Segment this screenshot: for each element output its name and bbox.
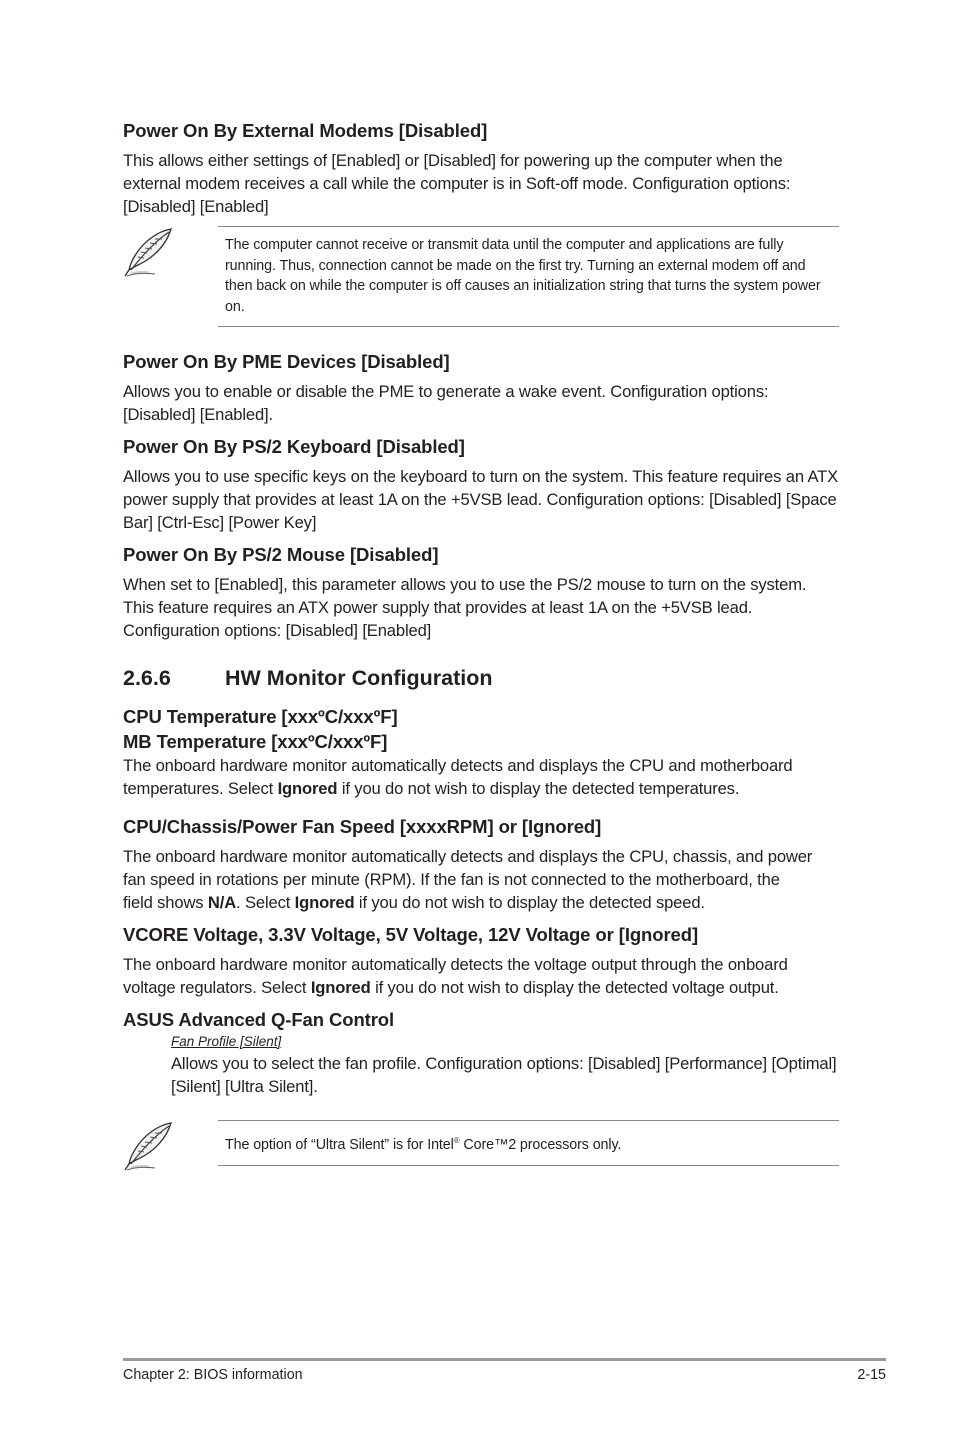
- note-block-2: [123, 1120, 839, 1166]
- temp-body: The onboard hardware monitor automatically detects and displays the CPU and motherboard temperatures. Select Ignored if you do not wish to display the detected temperatures.: [123, 756, 793, 798]
- note-block: [123, 226, 839, 327]
- fan-profile-title: Fan Profile [Silent]: [171, 1034, 282, 1049]
- feather-pen-icon: [123, 226, 218, 327]
- ext-modem-heading: Power On By External Modems [Disabled]: [123, 120, 488, 141]
- note-text: The computer cannot receive or transmit data until the computer and applications are fully running. Thus, connection cannot be made on the first try. Turning an external modem off and then back on while the computer is off causes an initialization string that turns the system power on.: [218, 226, 839, 327]
- page-content: [123, 118, 839, 1188]
- pme-heading: Power On By PME Devices [Disabled]: [123, 351, 450, 372]
- ps2-keyboard-heading: Power On By PS/2 Keyboard [Disabled]: [123, 436, 465, 457]
- fan-profile-body: Allows you to select the fan profile. Configuration options: [Disabled] [Performance] [Optimal] [Silent] [Ultra Silent].: [171, 1054, 837, 1096]
- voltage-body: The onboard hardware monitor automatically detects the voltage output through the onboard voltage regulators. Select Ignored if you do not wish to display the detected voltage output.: [123, 955, 788, 997]
- ps2-mouse-heading: Power On By PS/2 Mouse [Disabled]: [123, 544, 439, 565]
- footer-rule: [123, 1358, 886, 1361]
- ps2-keyboard-body: Allows you to use specific keys on the keyboard to turn on the system. This feature requires an ATX power supply that provides at least 1A on the +5VSB lead. Configuration options: [Disabled] [Space Bar] [Ctrl-Esc] [Power Key]: [123, 467, 839, 532]
- pme-body: Allows you to enable or disable the PME to generate a wake event. Configuration options: [Disabled] [Enabled].: [123, 382, 769, 424]
- footer-chapter: Chapter 2: BIOS information: [123, 1367, 303, 1383]
- footer-page-number: 2-15: [857, 1367, 886, 1383]
- qfan-heading: ASUS Advanced Q-Fan Control: [123, 1009, 395, 1030]
- section-heading: [123, 664, 839, 692]
- section-number: 2.6.6: [123, 666, 171, 690]
- ps2-mouse-body: When set to [Enabled], this parameter allows you to use the PS/2 mouse to turn on the system. This feature requires an ATX power supply that provides at least 1A on the +5VSB lead. Configuration options: [Disabled] [Enabled]: [123, 575, 807, 640]
- voltage-heading: VCORE Voltage, 3.3V Voltage, 5V Voltage, 12V Voltage or [Ignored]: [123, 924, 699, 945]
- fan-profile-block: [171, 1033, 839, 1098]
- section-title: HW Monitor Configuration: [225, 666, 493, 690]
- ext-modem-body: This allows either settings of [Enabled] or [Disabled] for powering up the computer when the external modem receives a call while the computer is in Soft-off mode. Configuration options: [Disabled] [Enabled]: [123, 151, 791, 216]
- note-text-2: The option of “Ultra Silent” is for Intel® Core™2 processors only.: [218, 1120, 839, 1166]
- fan-speed-heading: CPU/Chassis/Power Fan Speed [xxxxRPM] or [Ignored]: [123, 816, 602, 837]
- cpu-temp-heading: CPU Temperature [xxxºC/xxxºF]: [123, 706, 398, 727]
- fan-speed-body: The onboard hardware monitor automatically detects and displays the CPU, chassis, and power fan speed in rotations per minute (RPM). If the fan is not connected to the motherboard, the field shows N/A. Select Ignored if you do not wish to display the detected speed.: [123, 847, 813, 912]
- mb-temp-heading: MB Temperature [xxxºC/xxxºF]: [123, 731, 388, 752]
- feather-pen-icon: [123, 1120, 218, 1166]
